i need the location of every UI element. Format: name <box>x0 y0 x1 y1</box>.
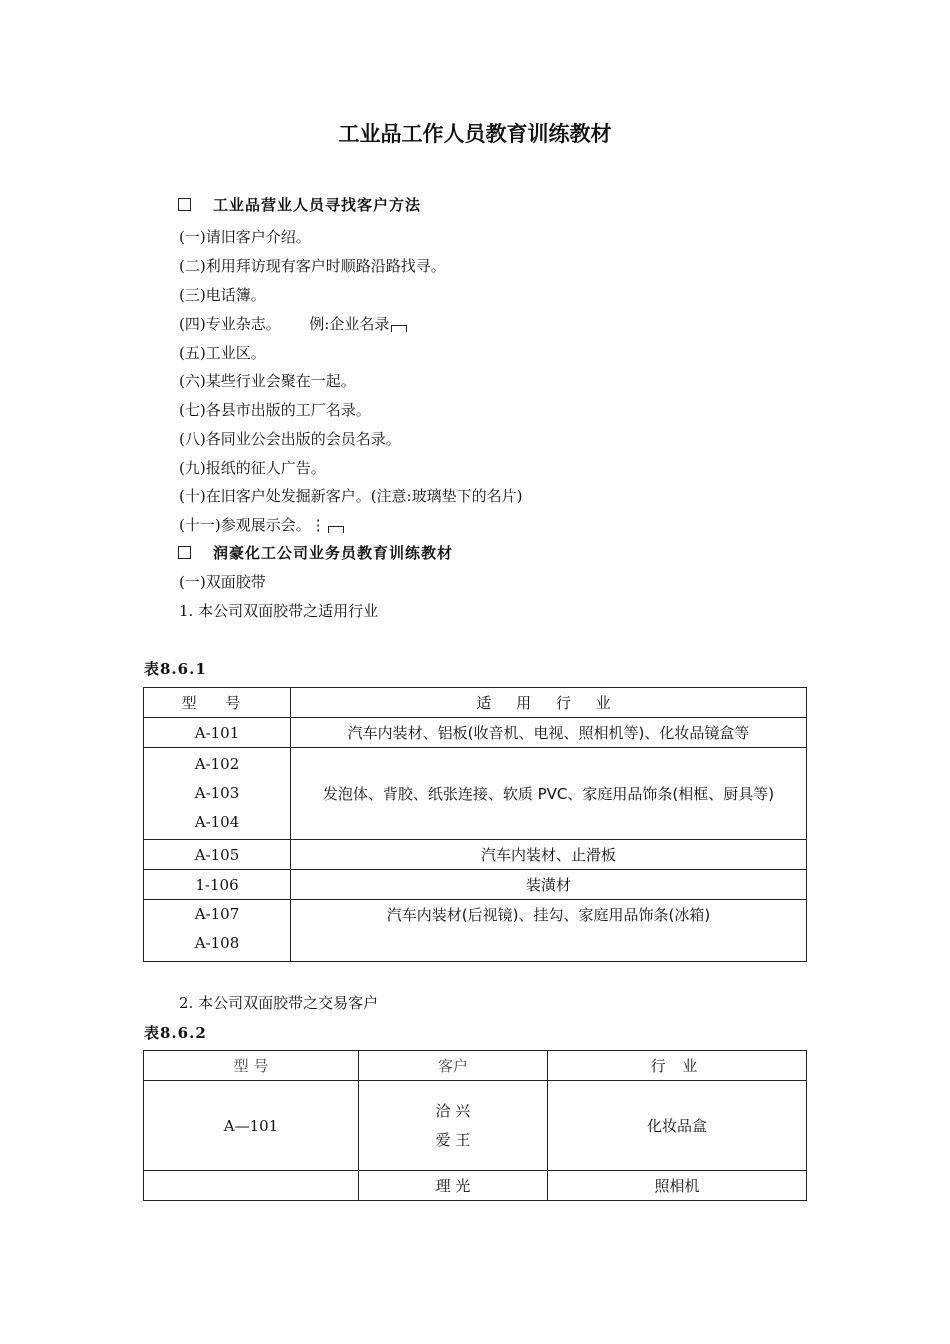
table-row <box>144 870 807 900</box>
industry-cell: 装潢材 <box>291 870 807 900</box>
model-cell: A—101 <box>144 1081 359 1171</box>
subheading: (一)双面胶带 <box>179 573 266 591</box>
column-header-customer: 客户 <box>359 1051 548 1081</box>
table-row <box>144 1171 807 1201</box>
model-cell: 1-106 <box>144 870 291 900</box>
section-heading-2-text: 润豪化工公司业务员教育训练教材 <box>213 544 454 562</box>
table-header-row <box>144 1051 807 1081</box>
model-cell <box>144 1171 359 1201</box>
bracket-mark-icon <box>391 325 407 332</box>
model-value: A-103 <box>194 784 240 802</box>
list-item: (九)报纸的征人广告。 <box>179 459 326 477</box>
column-header-industry: 行 业 <box>548 1051 807 1081</box>
table-header-row <box>144 688 807 718</box>
list-item: (五)工业区。 <box>179 344 266 362</box>
model-value: A-107 <box>194 905 240 923</box>
model-value: A-104 <box>194 813 240 831</box>
customer-name: 洽 兴 <box>435 1101 471 1120</box>
list-item: (四)专业杂志。 例:企业名录 <box>179 315 390 333</box>
table-row <box>144 900 807 962</box>
model-cell: A-105 <box>144 840 291 870</box>
model-value: A-108 <box>194 934 240 952</box>
table-caption-1: 表8.6.1 <box>144 660 207 678</box>
list-item: (二)利用拜访现有客户时顺路沿路找寻。 <box>179 257 446 275</box>
table-customers <box>143 1050 807 1201</box>
table-caption-2: 表8.6.2 <box>144 1024 207 1042</box>
column-header-model: 型 号 <box>144 688 291 718</box>
checkbox-square-icon <box>178 198 191 211</box>
customer-name: 爱 王 <box>435 1130 471 1149</box>
customer-cell: 理 光 <box>359 1171 548 1201</box>
table-row <box>144 718 807 748</box>
model-cell <box>144 748 291 840</box>
industry-cell: 汽车内装材(后视镜)、挂勾、家庭用品饰条(冰箱) <box>291 900 807 962</box>
model-value: A-102 <box>194 755 240 773</box>
checkbox-square-icon <box>178 546 191 559</box>
list-item: (三)电话簿。 <box>179 286 266 304</box>
bracket-mark-icon <box>328 526 344 533</box>
subheading: 2. 本公司双面胶带之交易客户 <box>179 994 379 1012</box>
column-header-model: 型 号 <box>144 1051 359 1081</box>
list-item: (六)某些行业会聚在一起。 <box>179 372 356 390</box>
industry-cell: 化妆品盒 <box>548 1081 807 1171</box>
subheading: 1. 本公司双面胶带之适用行业 <box>179 602 379 620</box>
industry-cell: 照相机 <box>548 1171 807 1201</box>
table-row <box>144 840 807 870</box>
table-applicable-industries <box>143 687 807 962</box>
industry-cell: 汽车内装材、止滑板 <box>291 840 807 870</box>
model-cell <box>144 900 291 962</box>
model-cell: A-101 <box>144 718 291 748</box>
list-item: (八)各同业公会出版的会员名录。 <box>179 430 401 448</box>
list-item-with-mark <box>179 313 407 334</box>
industry-cell: 发泡体、背胶、纸张连接、软质 PVC、家庭用品饰条(相框、厨具等) <box>291 748 807 840</box>
column-header-industry: 适 用 行 业 <box>291 688 807 718</box>
section-heading-1 <box>178 194 421 215</box>
customer-cell <box>359 1081 548 1171</box>
section-heading-1-text: 工业品营业人员寻找客户方法 <box>213 196 422 214</box>
table-row <box>144 1081 807 1171</box>
section-heading-2 <box>178 542 453 563</box>
list-item: (七)各县市出版的工厂名录。 <box>179 401 371 419</box>
list-item: (一)请旧客户介绍。 <box>179 228 311 246</box>
list-item: (十一)参观展示会。⋮ <box>179 516 326 534</box>
table-row <box>144 748 807 840</box>
industry-cell: 汽车内装材、铝板(收音机、电视、照相机等)、化妆品镜盒等 <box>291 718 807 748</box>
list-item: (十)在旧客户处发掘新客户。(注意:玻璃垫下的名片) <box>179 487 523 505</box>
page-title: 工业品工作人员教育训练教材 <box>338 122 612 146</box>
list-item-with-mark <box>179 514 344 535</box>
